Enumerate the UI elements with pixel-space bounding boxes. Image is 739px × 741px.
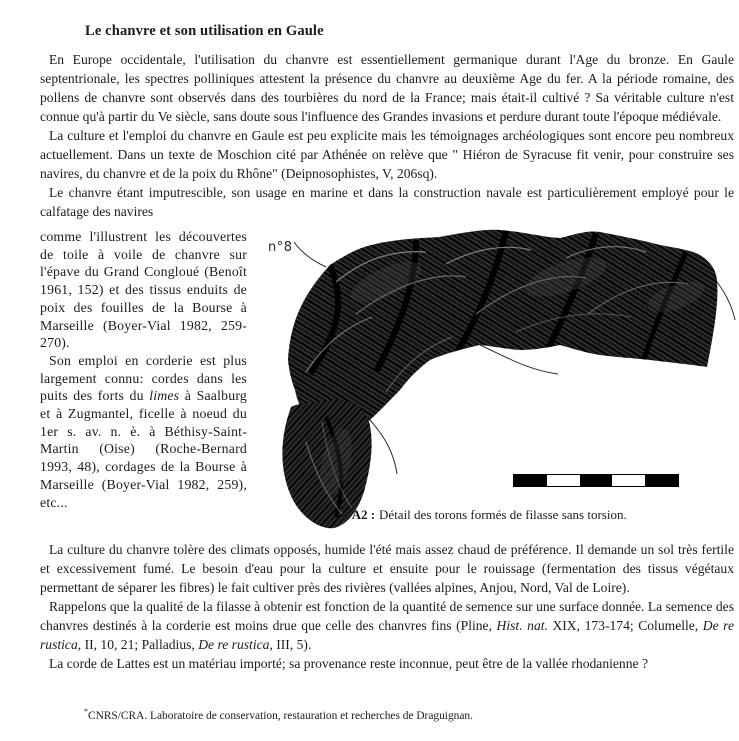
paragraph-6-text: XIX, 173-174; Columelle,	[547, 618, 703, 633]
footnote	[84, 707, 473, 722]
paragraph-7: La corde de Lattes est un matériau importé; sa provenance reste inconnue, peut être de la vallée rhodanienne ?	[49, 656, 648, 671]
paragraph-6-text: , II, 10, 21; Palladius,	[77, 637, 199, 652]
paragraph-5: La culture du chanvre tolère des climats opposés, humide l'été mais assez chaud de préférence. Il demande un sol très fertile et excessivement fumé. Le besoin d'eau pour la culture et ensuite pour le rouissage (fermentation des tissus végétaux permettant de séparer les fibres) le fait cultiver près des rivières (vallées alpines, Anjou, Nord, Val de Loire).	[40, 542, 734, 595]
paragraph-3-continuation: comme l'illustrent les découvertes de toile à voile de chanvre sur l'épave du Grand Congloué (Benoît 1961, 152) et des tissus enduits de poix des fouilles de la Bourse à Marseille (Boyer-Vial 1982, 259-270).	[40, 229, 247, 351]
wrap-text-column	[40, 228, 247, 511]
italic-term-limes: limes	[149, 388, 180, 404]
body-text-lower	[40, 540, 734, 673]
figure-a2	[266, 222, 739, 522]
figure-number-label: n°8	[268, 240, 293, 255]
figure-caption	[342, 507, 627, 523]
scale-segment	[612, 475, 645, 486]
scale-segment	[547, 475, 580, 486]
page-title: Le chanvre et son utilisation en Gaule	[85, 22, 324, 39]
paragraph-6-text: , III, 5).	[269, 637, 312, 652]
paragraph-1: En Europe occidentale, l'utilisation du chanvre est essentiellement germanique durant l'Age du bronze. En Gaule septentrionale, les spectres polliniques attestent la présence du chanvre au deuxième Age du fer. A la période romaine, des pollens de chanvre sont observés dans des tourbières du nord de la France; mais était-il cultivé ? Sa véritable culture n'est connue qu'à partir du Ve siècle, sans doute sous l'influence des Grandes invasions et perdure durant toute l'époque médiévale.	[40, 52, 734, 124]
caption-bullet: •	[342, 507, 347, 522]
scale-segment	[580, 475, 613, 486]
italic-title-hist-nat: Hist. nat.	[496, 618, 548, 633]
paragraph-3-intro: Le chanvre étant imputrescible, son usage en marine et dans la construction navale est particulièrement employé pour le calfatage des navires	[40, 185, 734, 219]
paragraph-6	[40, 597, 734, 654]
scale-bar	[513, 474, 679, 487]
paragraph-2: La culture et l'emploi du chanvre en Gaule est peu explicite mais les témoignages archéologiques sont encore peu nombreux actuellement. Dans un texte de Moschion cité par Athénée on relève que " Hiéron de Syracuse fit venir, pour construire ses navires, du chanvre et de la poix du Rhône" (Deipnosophistes, V, 206sq).	[40, 128, 734, 181]
scale-segment	[645, 475, 678, 486]
paragraph-6-text: Rappelons que la qualité de la filasse à obtenir est fonction de la quantité de semence sur une surface donnée. La semence des chanvres destinés à la corderie est moins drue que celle des chanvres fins (Pline,	[40, 599, 734, 633]
paragraph-4-text: à Saalburg et à Zugmantel, ficelle à noeud du 1er s. av. n. è. à Béthisy-Saint-Martin (Oise) (Roche-Bernard 1993, 48), cordages de la Bourse à Marseille (Boyer-Vial 1982, 259), etc...	[40, 388, 247, 510]
footnote-marker: *	[84, 707, 88, 717]
body-text-upper	[40, 50, 734, 221]
paragraph-4-text: Son emploi en corderie est plus largement connu: cordes dans les puits des forts du	[40, 352, 247, 404]
footnote-text: CNRS/CRA. Laboratoire de conservation, restauration et recherches de Draguignan.	[88, 710, 473, 722]
caption-label: A2 :	[351, 507, 376, 522]
scale-segment	[514, 475, 547, 486]
paragraph-4	[40, 352, 247, 511]
italic-title-de-re-rustica: De re rustica	[40, 618, 734, 652]
italic-title-de-re-rustica: De re rustica	[198, 637, 270, 652]
caption-text: Détail des torons formés de filasse sans torsion.	[379, 507, 627, 522]
